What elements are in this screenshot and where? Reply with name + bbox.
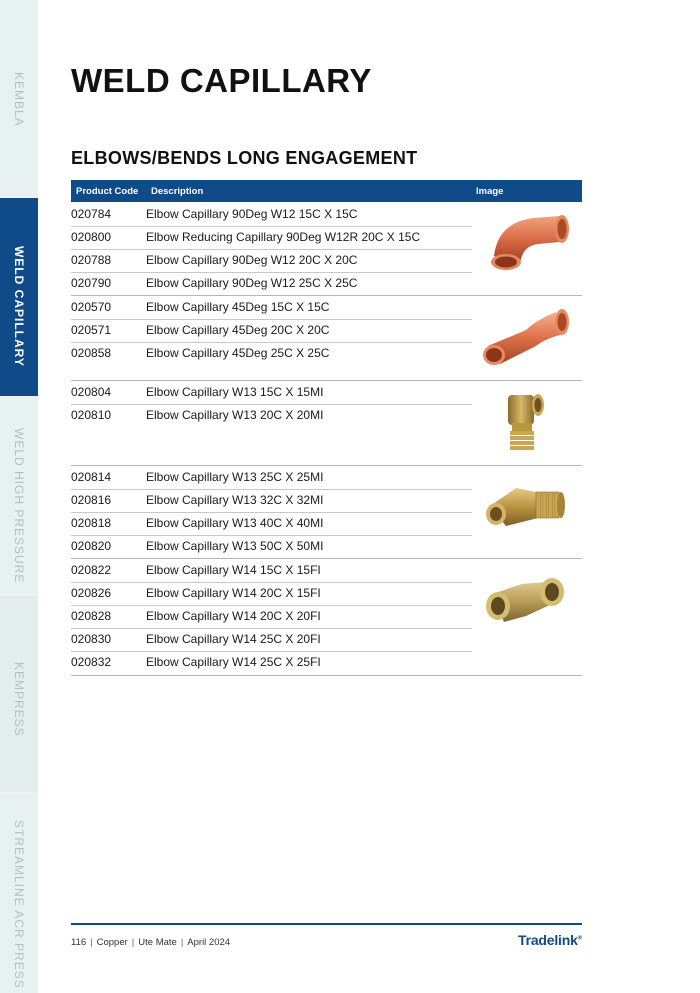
table-row xyxy=(71,651,472,674)
table-row xyxy=(71,226,472,249)
table-row xyxy=(71,559,472,582)
table-row xyxy=(71,605,472,628)
product-description: Elbow Capillary W13 32C X 32MI xyxy=(146,493,324,507)
product-code: 020832 xyxy=(71,655,112,669)
product-description: Elbow Capillary 45Deg 15C X 15C xyxy=(146,300,330,314)
brass-female-elbow-icon xyxy=(476,564,576,639)
tab-kembla[interactable] xyxy=(0,0,38,196)
product-description: Elbow Capillary 45Deg 20C X 20C xyxy=(146,323,330,337)
brand-name: Tradelink xyxy=(518,932,578,948)
product-description: Elbow Capillary 90Deg W12 25C X 25C xyxy=(146,276,358,290)
footer-rule xyxy=(71,923,582,925)
product-code: 020814 xyxy=(71,470,112,484)
brass-male-elbow-icon xyxy=(476,470,576,545)
table-row xyxy=(71,296,472,319)
table-row xyxy=(71,535,472,558)
table-row xyxy=(71,272,472,295)
tab-label: WELD HIGH PRESSURE xyxy=(12,428,26,584)
product-code: 020822 xyxy=(71,563,112,577)
product-code: 020828 xyxy=(71,609,112,623)
product-description: Elbow Capillary W13 15C X 15MI xyxy=(146,385,324,399)
footer-section: Copper xyxy=(96,937,128,948)
product-description: Elbow Capillary W14 20C X 20FI xyxy=(146,609,321,623)
table-row xyxy=(71,203,472,226)
product-code: 020830 xyxy=(71,632,112,646)
header-description: Description xyxy=(151,186,204,197)
copper-90deg-elbow-icon xyxy=(476,208,576,283)
table-row xyxy=(71,512,472,535)
table-row xyxy=(71,582,472,605)
section-title: ELBOWS/BENDS LONG ENGAGEMENT xyxy=(71,148,418,168)
table-header xyxy=(71,180,582,202)
product-description: Elbow Capillary 90Deg W12 20C X 20C xyxy=(146,253,358,267)
page-title: WELD CAPILLARY xyxy=(71,62,372,99)
table-row xyxy=(71,249,472,272)
product-code: 020790 xyxy=(71,276,112,290)
header-product-code: Product Code xyxy=(76,186,139,197)
tab-label: STREAMLINE ACR PRESS xyxy=(12,820,26,989)
tab-label: KEMBLA xyxy=(12,72,26,127)
product-code: 020571 xyxy=(71,323,112,337)
copper-45deg-elbow-icon xyxy=(476,300,576,375)
product-description: Elbow Capillary W13 25C X 25MI xyxy=(146,470,324,484)
product-code: 020800 xyxy=(71,230,112,244)
tab-streamline-acr-press[interactable] xyxy=(0,794,38,993)
product-description: Elbow Capillary W13 50C X 50MI xyxy=(146,539,324,553)
product-description: Elbow Capillary W14 25C X 25FI xyxy=(146,655,321,669)
product-description: Elbow Capillary W14 15C X 15FI xyxy=(146,563,321,577)
product-code: 020788 xyxy=(71,253,112,267)
product-code: 020784 xyxy=(71,207,112,221)
product-code: 020820 xyxy=(71,539,112,553)
table-row xyxy=(71,489,472,512)
product-code: 020818 xyxy=(71,516,112,530)
table-row xyxy=(71,342,472,365)
product-code: 020804 xyxy=(71,385,112,399)
table-bottom-line xyxy=(71,675,582,676)
product-description: Elbow Capillary 90Deg W12 15C X 15C xyxy=(146,207,358,221)
table-row xyxy=(71,628,472,651)
product-table xyxy=(71,180,582,669)
tab-label: KEMPRESS xyxy=(12,662,26,737)
tab-kempress[interactable] xyxy=(0,596,38,792)
product-description: Elbow Capillary 45Deg 25C X 25C xyxy=(146,346,330,360)
header-image: Image xyxy=(476,186,504,197)
product-description: Elbow Capillary W14 20C X 15FI xyxy=(146,586,321,600)
table-row xyxy=(71,404,472,427)
tradelink-logo: Tradelink® xyxy=(518,932,582,948)
tab-label: WELD CAPILLARY xyxy=(12,246,26,367)
product-description: Elbow Reducing Capillary 90Deg W12R 20C X 15C xyxy=(146,230,421,244)
product-description: Elbow Capillary W14 25C X 20FI xyxy=(146,632,321,646)
footer-date: April 2024 xyxy=(187,937,231,948)
table-row xyxy=(71,319,472,342)
footer-separator: | xyxy=(180,937,184,948)
page-number: 116 xyxy=(71,937,87,948)
table-row xyxy=(71,466,472,489)
table-row xyxy=(71,381,472,404)
product-code: 020826 xyxy=(71,586,112,600)
product-description: Elbow Capillary W13 20C X 20MI xyxy=(146,408,324,422)
tab-weld-capillary[interactable] xyxy=(0,198,38,396)
product-code: 020570 xyxy=(71,300,112,314)
product-code: 020816 xyxy=(71,493,112,507)
footer-separator: | xyxy=(90,937,93,948)
product-code: 020810 xyxy=(71,408,112,422)
footer-info xyxy=(71,937,230,948)
section-tab-strip xyxy=(0,0,38,993)
footer-separator: | xyxy=(131,937,135,948)
brass-male-elbow-small-icon xyxy=(476,385,576,465)
product-description: Elbow Capillary W13 40C X 40MI xyxy=(146,516,324,530)
footer-publication: Ute Mate xyxy=(138,937,177,948)
tab-weld-high-pressure[interactable] xyxy=(0,398,38,594)
product-code: 020858 xyxy=(71,346,112,360)
